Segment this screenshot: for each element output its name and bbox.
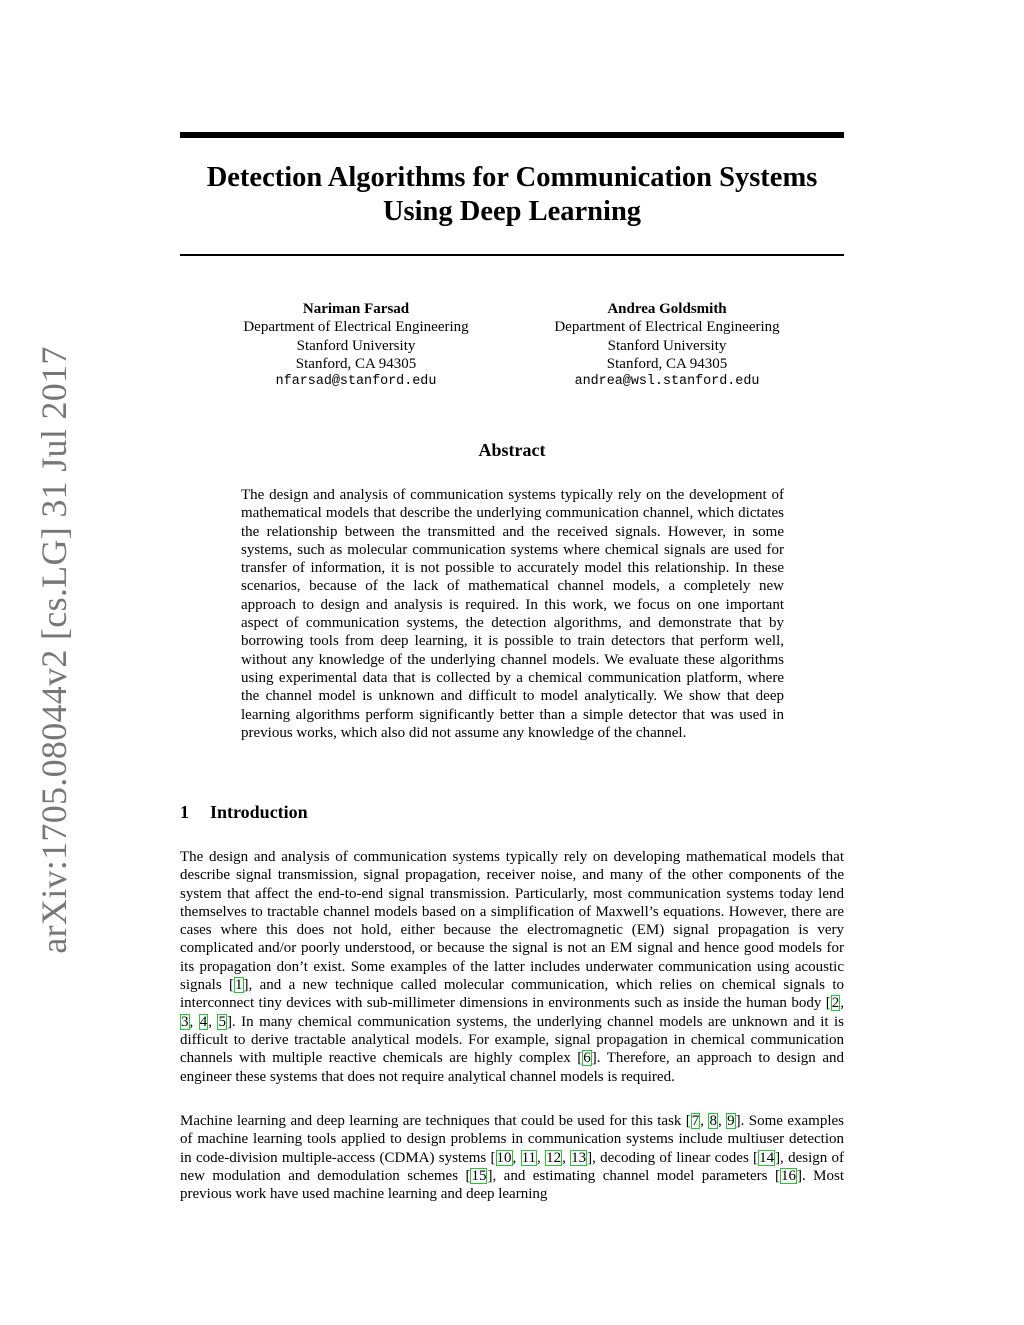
citation-link[interactable]: 8 bbox=[709, 1113, 717, 1129]
author-university: Stanford University bbox=[607, 337, 727, 354]
citation-link[interactable]: 9 bbox=[727, 1113, 735, 1129]
title-top-rule bbox=[180, 132, 844, 138]
author-university: Stanford University bbox=[296, 337, 416, 354]
section-heading bbox=[180, 802, 308, 823]
title-line-1: Detection Algorithms for Communication Systems bbox=[206, 162, 818, 193]
citation-link[interactable]: 11 bbox=[521, 1149, 537, 1166]
intro-paragraph-1: The design and analysis of communication systems typically rely on developing mathematical models that describe signal transmission, signal propagation, receiver noise, and many of the other components of the system that affect the end-to-end signal transmission. Particularly, most communication systems today lend themselves to tractable channel models based on a simplification of Maxwell’s equations. However, there are cases where this does not hold, either because the electromagnetic (EM) signal propagation is very complicated and/or poorly understood, or because the signal is not an EM signal and hence good models for its propagation don’t exist. Some examples of the latter includes underwater communication using acoustic signals [1], and a new technique called molecular communication, which relies on chemical signals to interconnect tiny devices with sub-millimeter dimensions in environments such as inside the human body [2, 3, 4, 5]. In many chemical communication systems, the underlying channel models are unknown and it is difficult to derive tractable analytical models. For example, signal propagation in chemical communication channels with multiple reactive chemicals are highly complex [6]. Therefore, an approach to design and engineer these systems that does not require analytical channel models is required. bbox=[180, 849, 845, 1085]
author-name: Andrea Goldsmith bbox=[607, 301, 727, 317]
citation-link[interactable]: 2 bbox=[831, 995, 840, 1012]
abstract-text: The design and analysis of communication systems typically rely on the development of mathematical models that describe the underlying communication channel, which dictates the relationship between the transmitted and the received signals. However, in some systems, such as molecular communication systems where chemical signals are used for transfer of information, it is not possible to accurately model this relationship. In these scenarios, because of the lack of mathematical channel models, a completely new approach to design and analysis is required. In this work, we focus on one important aspect of communication systems, the detection algorithms, and demonstrate that by borrowing tools from deep learning, it is possible to train detectors that perform well, without any knowledge of the underlying channel models. We evaluate these algorithms using experimental data that is collected by a chemical communication platform, where the channel model is unknown and difficult to model analytically. We show that deep learning algorithms perform significantly better than a simple detector that was used in previous works, which also did not assume any knowledge of the channel. bbox=[241, 487, 784, 741]
author-location: Stanford, CA 94305 bbox=[295, 355, 417, 372]
author-1 bbox=[206, 300, 506, 391]
author-department: Department of Electrical Engineering bbox=[243, 319, 469, 336]
author-department: Department of Electrical Engineering bbox=[554, 319, 780, 336]
arxiv-identifier: arXiv:1705.08044v2 [cs.LG] 31 Jul 2017 bbox=[34, 346, 74, 954]
abstract-heading: Abstract bbox=[478, 440, 546, 460]
author-name: Nariman Farsad bbox=[302, 301, 410, 317]
citation-link[interactable]: 3 bbox=[181, 1013, 189, 1030]
section-title: Introduction bbox=[210, 802, 308, 822]
citation-link[interactable]: 4 bbox=[199, 1013, 208, 1030]
author-email[interactable]: andrea@wsl.stanford.edu bbox=[574, 374, 760, 390]
citation-link[interactable]: 14 bbox=[759, 1149, 775, 1166]
citation-link[interactable]: 12 bbox=[546, 1149, 562, 1166]
citation-link[interactable]: 5 bbox=[218, 1013, 226, 1030]
author-block bbox=[180, 300, 844, 400]
paper-title bbox=[180, 161, 844, 229]
title-bottom-rule bbox=[180, 254, 844, 256]
author-2 bbox=[517, 300, 817, 391]
citation-link[interactable]: 15 bbox=[471, 1167, 487, 1184]
citation-link[interactable]: 1 bbox=[235, 977, 243, 994]
citation-link[interactable]: 7 bbox=[691, 1113, 700, 1129]
citation-link[interactable]: 6 bbox=[583, 1050, 591, 1067]
citation-link[interactable]: 13 bbox=[571, 1149, 587, 1166]
author-location: Stanford, CA 94305 bbox=[606, 355, 728, 372]
citation-link[interactable]: 16 bbox=[780, 1167, 796, 1184]
section-number: 1 bbox=[180, 802, 189, 822]
title-line-2: Using Deep Learning bbox=[382, 196, 642, 227]
intro-paragraph-2: Machine learning and deep learning are techniques that could be used for this task [7, 8, 9]. Some examples of machine learning tools applied to design problems in communication systems include multiuser detection in code-division multiple-access (CDMA) systems [10, 11, 12, 13], decoding of linear codes [14], design of new modulation and demodulation schemes [15], and estimating channel model parameters [16]. Most previous work have used machine learning and deep learning bbox=[180, 1113, 845, 1203]
citation-link[interactable]: 10 bbox=[496, 1149, 512, 1166]
author-email[interactable]: nfarsad@stanford.edu bbox=[275, 374, 437, 390]
